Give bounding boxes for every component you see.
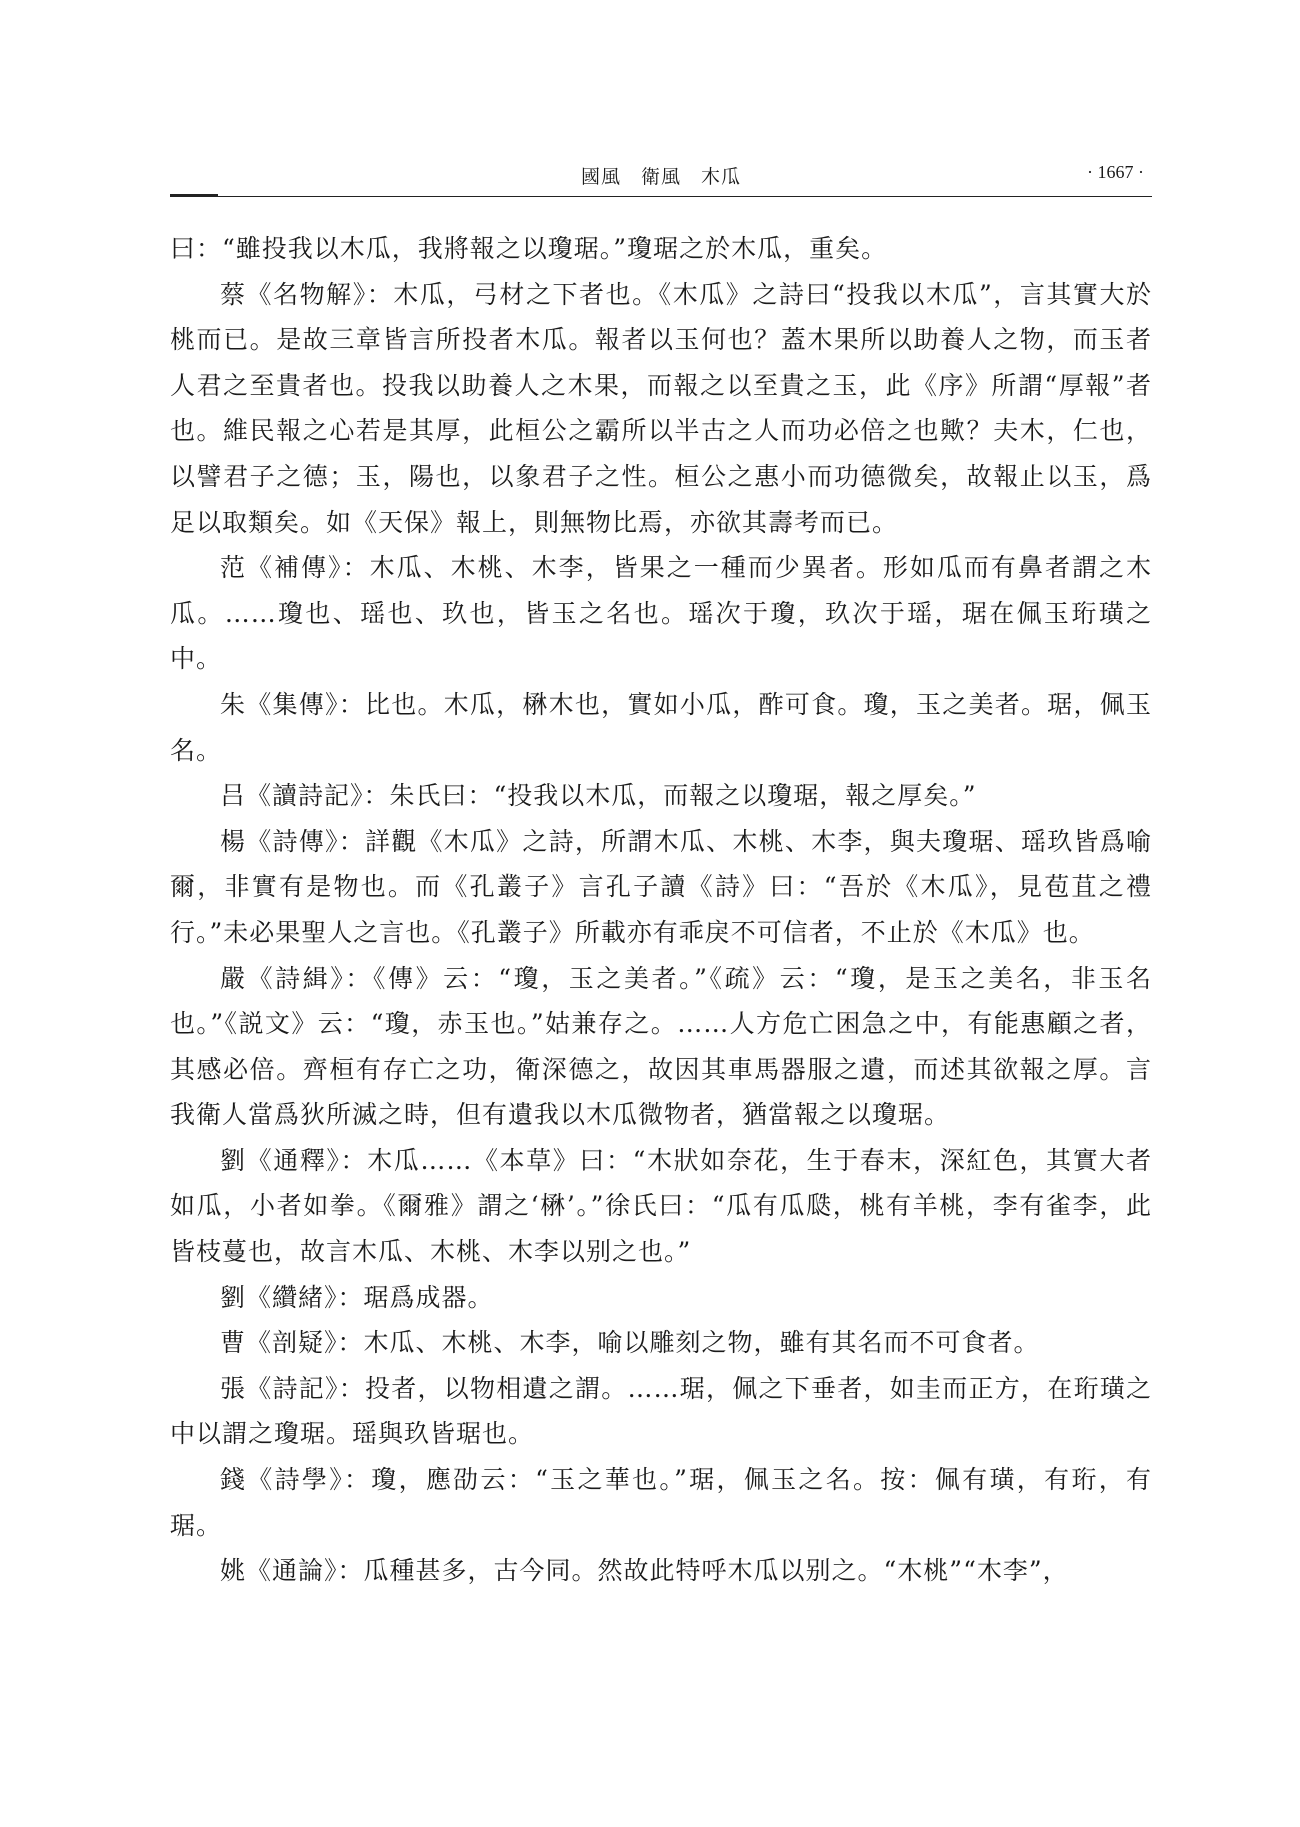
- paragraph-fan: 范《補傳》：木瓜、木桃、木李，皆果之一種而少異者。形如瓜而有鼻者謂之木瓜。……瓊也、瑶也、玖也，皆玉之名也。瑶次于瓊，玖次于瑶，琚在佩玉珩璜之中。: [170, 553, 1152, 674]
- paragraph-cao: 曹《剖疑》：木瓜、木桃、木李，喻以雕刻之物，雖有其名而不可食者。: [220, 1328, 1040, 1358]
- page-number: · 1667 ·: [1087, 162, 1144, 182]
- paragraph-yang: 楊《詩傳》：詳觀《木瓜》之詩，所謂木瓜、木桃、木李，與夫瓊琚、瑶玖皆爲喻爾，非實有是物也。而《孔叢子》言孔子讀《詩》曰：“吾於《木瓜》，見苞苴之禮行。”未必果聖人之言也。《孔叢子》所載亦有乖戾不可信者，不止於《木瓜》也。: [170, 826, 1152, 947]
- body-text: [170, 226, 1152, 1594]
- paragraph-qian: 錢《詩學》：瓊，應劭云：“玉之華也。”琚，佩玉之名。按：佩有璜，有珩，有琚。: [170, 1465, 1152, 1540]
- paragraph-liu-zuanxu: 劉《纘緒》：琚爲成器。: [220, 1282, 494, 1312]
- paragraph-liu-tongshi: 劉《通釋》：木瓜……《本草》曰：“木狀如奈花，生于春末，深紅色，其實大者如瓜，小者如拳。《爾雅》謂之‘楙’。”徐氏曰：“瓜有瓜瓞，桃有羊桃，李有雀李，此皆枝蔓也，故言木瓜、木桃、木李以别之也。”: [170, 1145, 1152, 1267]
- paragraph-zhu: 朱《集傳》：比也。木瓜，楙木也，實如小瓜，酢可食。瓊，玉之美者。琚，佩玉名。: [170, 689, 1152, 765]
- paragraph-lv: 吕《讀詩記》：朱氏曰：“投我以木瓜，而報之以瓊琚，報之厚矣。”: [220, 781, 977, 811]
- header-rule-mark: [170, 194, 218, 196]
- paragraph-yan: 嚴《詩緝》：《傳》云：“瓊，玉之美者。”《疏》云：“瓊，是玉之美名，非玉名也。”《説文》云：“瓊，赤玉也。”姑兼存之。……人方危亡困急之中，有能惠顧之者，其感必倍。齊桓有存亡之功，衛深德之，故因其車馬器服之遺，而述其欲報之厚。言我衛人當爲狄所滅之時，但有遺我以木瓜微物者，猶當報之以瓊琚。: [170, 963, 1152, 1130]
- paragraph-cai: 蔡《名物解》：木瓜，弓材之下者也。《木瓜》之詩曰“投我以木瓜”，言其實大於桃而已。是故三章皆言所投者木瓜。報者以玉何也？蓋木果所以助養人之物，而玉者人君之至貴者也。投我以助養人之木果，而報之以至貴之玉，此《序》所謂“厚報”者也。維民報之心若是其厚，此桓公之霸所以半古之人而功必倍之也歟？夫木，仁也，以譬君子之德；玉，陽也，以象君子之性。桓公之惠小而功德微矣，故報止以玉，爲足以取類矣。如《天保》報上，則無物比焉，亦欲其壽考而已。: [170, 279, 1152, 537]
- paragraph-continuation: 曰：“雖投我以木瓜，我將報之以瓊琚。”瓊琚之於木瓜，重矣。: [170, 234, 888, 263]
- running-header: [170, 158, 1152, 192]
- header-title: 國風 衛風 木瓜: [580, 166, 741, 188]
- paragraph-yao: 姚《通論》：瓜種甚多，古今同。然故此特呼木瓜以别之。“木桃”“木李”，: [220, 1556, 1069, 1586]
- paragraph-zhang: 張《詩記》：投者，以物相遺之謂。……琚，佩之下垂者，如圭而正方，在珩璜之中以謂之瓊琚。瑶與玖皆琚也。: [170, 1373, 1152, 1449]
- header-rule: [170, 196, 1152, 197]
